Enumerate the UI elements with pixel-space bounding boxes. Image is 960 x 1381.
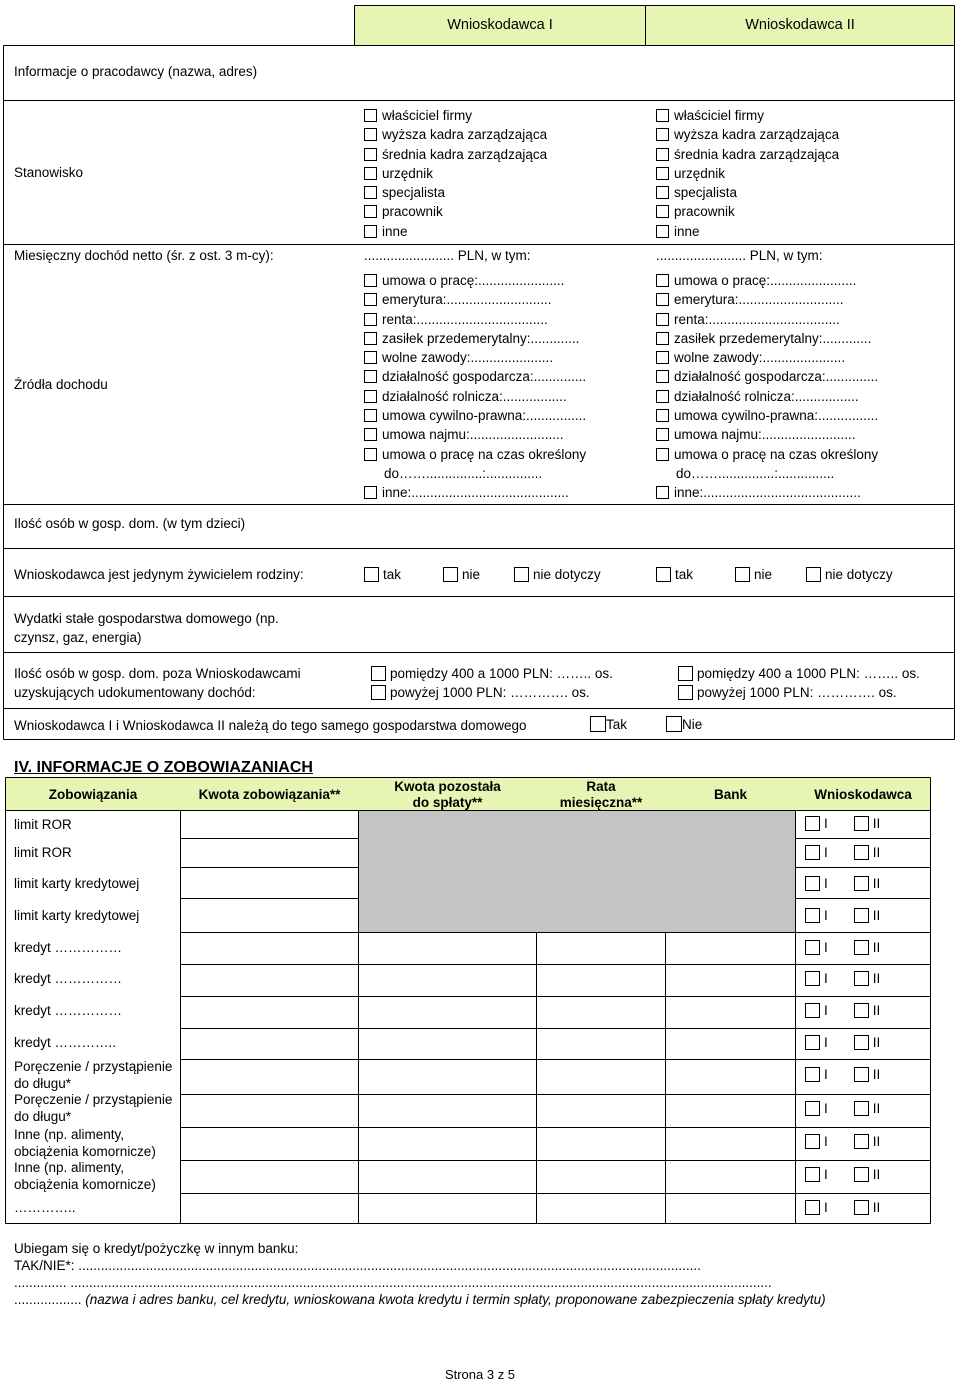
others-option[interactable]: powyżej 1000 PLN: …………. os.: [371, 683, 613, 702]
source-option[interactable]: inne:..........................................: [364, 483, 586, 502]
col-header-remaining: Kwota pozostała do spłaty**: [394, 779, 501, 810]
section-title: IV. INFORMACJE O ZOBOWIAZANIACH: [14, 759, 313, 776]
source-option[interactable]: działalność gospodarcza:..............: [364, 367, 586, 386]
col-header-applicant: Wnioskodawca: [814, 787, 912, 802]
others-option[interactable]: pomiędzy 400 a 1000 PLN: …….. os.: [371, 664, 613, 683]
source-option[interactable]: wolne zawody:......................: [656, 348, 878, 367]
obligation-row-label: Poręczenie / przystąpienie do długu*: [14, 1059, 173, 1091]
breadwinner-label: Wnioskodawca jest jedynym żywicielem rodziny:: [14, 567, 304, 582]
col-header-obligations: Zobowiązania: [48, 787, 138, 802]
col-header-bank: Bank: [713, 787, 747, 802]
obligation-row-label: kredyt ……………: [14, 971, 123, 986]
checkbox-I[interactable]: [805, 1035, 820, 1050]
source-option[interactable]: umowa o pracę na czas określony: [364, 445, 586, 464]
col-header-installment: Rata miesięczna**: [559, 779, 643, 810]
checkbox-II[interactable]: [854, 971, 869, 986]
obligation-row-label: …………..: [14, 1200, 76, 1215]
option-nie[interactable]: nie: [735, 567, 772, 582]
position-option[interactable]: inne: [656, 222, 839, 241]
source-date-line[interactable]: do……...............:...............: [676, 465, 835, 481]
obligation-row-label: limit karty kredytowej: [14, 908, 140, 923]
checkbox-I[interactable]: [805, 816, 820, 831]
source-option[interactable]: umowa o pracę na czas określony: [656, 445, 878, 464]
checkbox-I[interactable]: [805, 1200, 820, 1215]
position-option[interactable]: właściciel firmy: [656, 106, 839, 125]
position-option[interactable]: średnia kadra zarządzająca: [656, 145, 839, 164]
position-option[interactable]: wyższa kadra zarządzająca: [364, 125, 547, 144]
applicant-choice: I II: [805, 1067, 880, 1082]
option-nie-dotyczy[interactable]: nie dotyczy: [806, 567, 893, 582]
applicant-choice: I II: [805, 816, 880, 831]
source-option[interactable]: wolne zawody:......................: [364, 348, 586, 367]
option-tak[interactable]: tak: [656, 567, 693, 582]
checkbox-II[interactable]: [854, 1200, 869, 1215]
source-option[interactable]: inne:..........................................: [656, 483, 878, 502]
col-header-amount: Kwota zobowiązania**: [198, 787, 341, 802]
source-option[interactable]: umowa najmu:.........................: [364, 425, 586, 444]
obligation-row-label: Inne (np. alimenty, obciążenia komornicze): [14, 1160, 156, 1192]
checkbox-I[interactable]: [805, 908, 820, 923]
obligation-row-label: limit karty kredytowej: [14, 876, 140, 891]
others-option[interactable]: pomiędzy 400 a 1000 PLN: …….. os.: [678, 664, 920, 683]
position-option[interactable]: urzędnik: [364, 164, 547, 183]
income-applicant-1[interactable]: ........................ PLN, w tym:: [364, 248, 531, 263]
position-option[interactable]: pracownik: [364, 202, 547, 221]
applicant-2-header: Wnioskodawca II: [745, 17, 855, 33]
checkbox-I[interactable]: [805, 845, 820, 860]
sources-label: Źródła dochodu: [14, 377, 108, 392]
applicant-choice: I II: [805, 1101, 880, 1116]
source-option[interactable]: działalność rolnicza:.................: [656, 387, 878, 406]
expenses-label: Wydatki stałe gospodarstwa domowego (np. czynsz, gaz, energia): [14, 611, 279, 646]
applicant-choice: I II: [805, 1167, 880, 1182]
checkbox-I[interactable]: [805, 971, 820, 986]
other-bank-note: (nazwa i adres banku, cel kredytu, wnioskowana kwota kredytu i termin spłaty, proponowane zabezpieczenia spłaty kredytu): [85, 1292, 826, 1307]
position-option[interactable]: urzędnik: [656, 164, 839, 183]
obligation-row-label: Poręczenie / przystąpienie do długu*: [14, 1092, 173, 1124]
position-option[interactable]: inne: [364, 222, 547, 241]
same-household-label: Wnioskodawca I i Wnioskodawca II należą do tego samego gospodarstwa domowego: [14, 718, 527, 733]
other-bank-note-line: .................. (nazwa i adres banku, cel kredytu, wnioskowana kwota kredytu i termin spłaty, proponowane zabezpieczenia spłaty kredytu): [14, 1292, 826, 1307]
checkbox-II[interactable]: [854, 1067, 869, 1082]
source-date-line[interactable]: do……...............:...............: [384, 465, 543, 481]
position-option[interactable]: specjalista: [364, 183, 547, 202]
checkbox-II[interactable]: [854, 1167, 869, 1182]
source-option[interactable]: emerytura:............................: [656, 290, 878, 309]
others-option[interactable]: powyżej 1000 PLN: …………. os.: [678, 683, 920, 702]
checkbox-I[interactable]: [805, 1101, 820, 1116]
checkbox-I[interactable]: [805, 1134, 820, 1149]
checkbox-II[interactable]: [854, 908, 869, 923]
option-tak[interactable]: tak: [364, 567, 401, 582]
source-option[interactable]: umowa o pracę:.......................: [656, 271, 878, 290]
applicant-1-header: Wnioskodawca I: [447, 17, 553, 33]
checkbox-II[interactable]: [854, 1134, 869, 1149]
income-applicant-2[interactable]: ........................ PLN, w tym:: [656, 248, 823, 263]
option-nie-dotyczy[interactable]: nie dotyczy: [514, 567, 601, 582]
position-option[interactable]: właściciel firmy: [364, 106, 547, 125]
source-option[interactable]: działalność gospodarcza:..............: [656, 367, 878, 386]
applicant-choice: I II: [805, 1134, 880, 1149]
checkbox-I[interactable]: [805, 1067, 820, 1082]
position-option[interactable]: pracownik: [656, 202, 839, 221]
checkbox-II[interactable]: [854, 876, 869, 891]
income-label: Miesięczny dochód netto (śr. z ost. 3 m-cy):: [14, 248, 274, 263]
checkbox-II[interactable]: [854, 845, 869, 860]
source-option[interactable]: umowa o pracę:.......................: [364, 271, 586, 290]
position-option[interactable]: wyższa kadra zarządzająca: [656, 125, 839, 144]
checkbox-I[interactable]: [805, 1003, 820, 1018]
obligation-row-label: kredyt …………..: [14, 1035, 117, 1050]
other-bank-question: Ubiegam się o kredyt/pożyczkę w innym banku:: [14, 1241, 299, 1256]
source-option[interactable]: renta:...................................: [656, 310, 878, 329]
position-option[interactable]: średnia kadra zarządzająca: [364, 145, 547, 164]
checkbox-II[interactable]: [854, 1003, 869, 1018]
source-option[interactable]: działalność rolnicza:.................: [364, 387, 586, 406]
checkbox-II[interactable]: [854, 940, 869, 955]
source-option[interactable]: umowa cywilno-prawna:................: [656, 406, 878, 425]
source-option[interactable]: zasiłek przedemerytalny:.............: [656, 329, 878, 348]
page-number: Strona 3 z 5: [444, 1367, 516, 1381]
other-bank-details-line[interactable]: .............. ...........................................................................................................................................................................................: [14, 1275, 772, 1290]
checkbox-I[interactable]: [805, 876, 820, 891]
position-option[interactable]: specjalista: [656, 183, 839, 202]
obligation-row-label: kredyt ……………: [14, 940, 123, 955]
applicant-choice: I II: [805, 940, 880, 955]
checkbox-II[interactable]: [854, 1035, 869, 1050]
other-bank-answer-line[interactable]: TAK/NIE*: ......................................................................................................................................................................: [14, 1258, 701, 1273]
same-household-nie[interactable]: Nie: [666, 716, 702, 732]
checkbox-II[interactable]: [854, 1101, 869, 1116]
source-option[interactable]: renta:...................................: [364, 310, 586, 329]
checkbox-II[interactable]: [854, 816, 869, 831]
position-label: Stanowisko: [14, 165, 84, 180]
applicant-choice: I II: [805, 1035, 880, 1050]
obligation-row-label: limit ROR: [14, 817, 72, 832]
applicant-choice: I II: [805, 845, 880, 860]
employer-label: Informacje o pracodawcy (nazwa, adres): [14, 64, 258, 79]
obligation-row-label: Inne (np. alimenty, obciążenia komornicze): [14, 1127, 156, 1159]
applicant-choice: I II: [805, 876, 880, 891]
same-household-tak[interactable]: Tak: [590, 716, 627, 732]
checkbox-I[interactable]: [805, 940, 820, 955]
source-option[interactable]: umowa cywilno-prawna:................: [364, 406, 586, 425]
checkbox-I[interactable]: [805, 1167, 820, 1182]
source-option[interactable]: zasiłek przedemerytalny:.............: [364, 329, 586, 348]
source-option[interactable]: emerytura:............................: [364, 290, 586, 309]
applicant-choice: I II: [805, 971, 880, 986]
applicant-choice: I II: [805, 1200, 880, 1215]
option-nie[interactable]: nie: [443, 567, 480, 582]
source-option[interactable]: umowa najmu:.........................: [656, 425, 878, 444]
household-label: Ilość osób w gosp. dom. (w tym dzieci): [14, 516, 246, 531]
others-income-label: Ilość osób w gosp. dom. poza Wnioskodawcami uzyskujących udokumentowany dochód:: [14, 666, 301, 701]
applicant-choice: I II: [805, 1003, 880, 1018]
obligation-row-label: limit ROR: [14, 845, 72, 860]
obligation-row-label: kredyt ……………: [14, 1003, 123, 1018]
applicant-choice: I II: [805, 908, 880, 923]
